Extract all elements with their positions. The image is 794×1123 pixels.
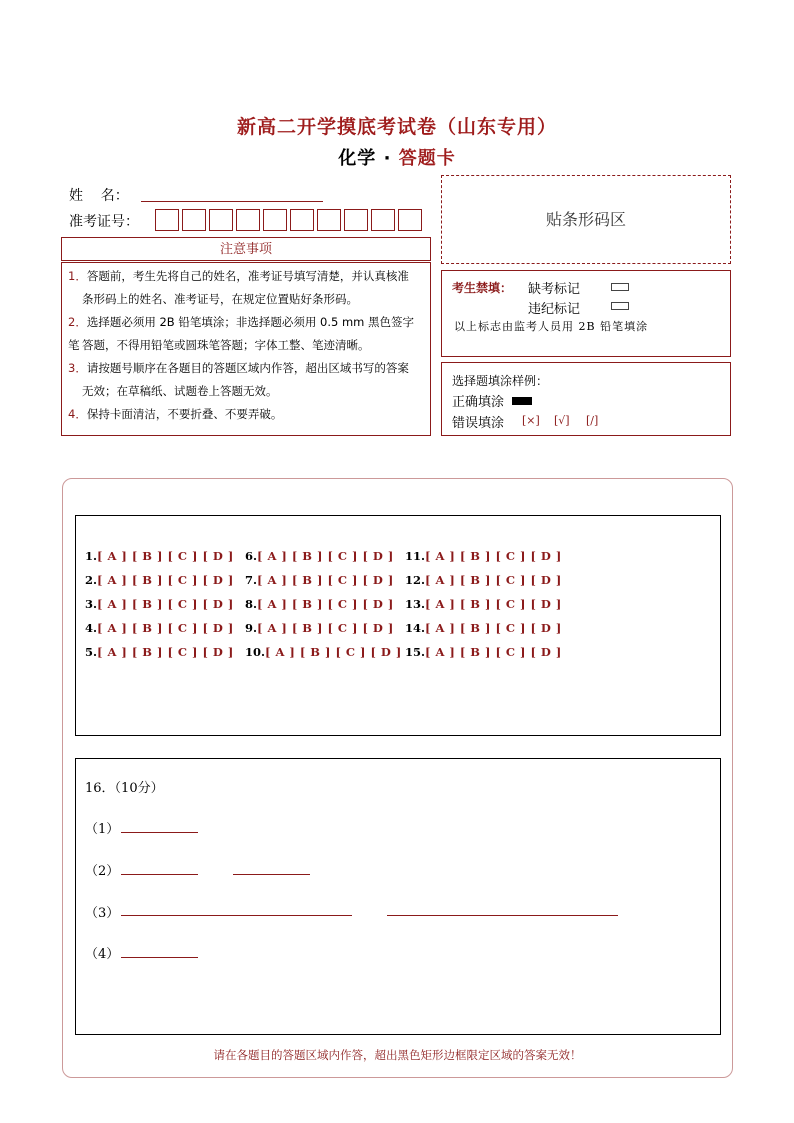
id-digit-box[interactable] [371, 209, 395, 231]
answer-line[interactable] [121, 957, 198, 958]
absent-label: 缺考标记 [528, 282, 581, 297]
id-digit-box[interactable] [398, 209, 422, 231]
part-label: （1） [85, 822, 120, 837]
id-digit-box[interactable] [263, 209, 287, 231]
barcode-area [441, 175, 731, 264]
choice-question[interactable]: 2.[ A ] [ B ] [ C ] [ D ] [85, 573, 234, 587]
choice-question[interactable]: 1.[ A ] [ B ] [ C ] [ D ] [85, 549, 234, 563]
subtitle-separator: · [383, 148, 392, 169]
wrong-mark-x: [×] [522, 414, 540, 427]
id-digit-box[interactable] [155, 209, 179, 231]
forbidden-label: 考生禁填： [452, 281, 513, 295]
exam-title: 新高二开学摸底考试卷（山东专用） [236, 116, 557, 138]
notice-item: 无效；在草稿纸、试题卷上答题无效。 [82, 384, 278, 398]
notice-box [61, 262, 431, 436]
part-label: （4） [85, 947, 120, 962]
choice-question[interactable]: 8.[ A ] [ B ] [ C ] [ D ] [245, 597, 394, 611]
answer-line[interactable] [121, 915, 352, 916]
notice-item: 3．请按题号顺序在各题目的答题区域内作答，超出区域书写的答案 [68, 361, 409, 375]
answer-line[interactable] [387, 915, 618, 916]
name-label: 姓 名： [69, 188, 129, 204]
id-digit-box[interactable] [236, 209, 260, 231]
fill-sample-box [441, 362, 731, 436]
choice-question[interactable]: 14.[ A ] [ B ] [ C ] [ D ] [405, 621, 562, 635]
answer-line[interactable] [233, 874, 310, 875]
choice-question[interactable]: 10.[ A ] [ B ] [ C ] [ D ] [245, 645, 402, 659]
choice-question[interactable]: 13.[ A ] [ B ] [ C ] [ D ] [405, 597, 562, 611]
wrong-mark-check: [√] [554, 414, 570, 427]
name-field[interactable] [141, 201, 323, 202]
violation-label: 违纪标记 [528, 302, 581, 317]
question-16-box [75, 758, 721, 1035]
notice-heading: 注意事项 [61, 237, 431, 261]
choice-question[interactable]: 9.[ A ] [ B ] [ C ] [ D ] [245, 621, 394, 635]
notice-item: 答题，不得用铅笔或圆珠笔答题；字体工整、笔迹清晰。 [82, 338, 370, 352]
notice-item: 4．保持卡面清洁，不要折叠、不要弄破。 [68, 407, 283, 421]
sample-title: 选择题填涂样例： [452, 374, 549, 388]
card-subtitle [0, 144, 794, 170]
footer-warning: 请在各题目的答题区域内作答，超出黑色矩形边框限定区域的答案无效！ [213, 1048, 582, 1062]
choice-question[interactable]: 15.[ A ] [ B ] [ C ] [ D ] [405, 645, 562, 659]
part-label: （2） [85, 864, 120, 879]
notice-item: 条形码上的姓名、准考证号，在规定位置贴好条形码。 [82, 292, 358, 306]
question-16-title: 16．（10分） [85, 781, 164, 796]
exam-id-label: 准考证号： [69, 214, 139, 230]
forbidden-box [441, 270, 731, 357]
choice-question[interactable]: 3.[ A ] [ B ] [ C ] [ D ] [85, 597, 234, 611]
answer-card-label: 答题卡 [398, 148, 456, 169]
id-digit-box[interactable] [344, 209, 368, 231]
id-digit-box[interactable] [290, 209, 314, 231]
notice-item: 2．选择题必须用 2B 铅笔填涂；非选择题必须用 0.5 mm 黑色签字笔 [68, 315, 415, 352]
barcode-label: 贴条形码区 [545, 210, 626, 229]
choice-question[interactable]: 12.[ A ] [ B ] [ C ] [ D ] [405, 573, 562, 587]
notice-item: 1．答题前，考生先将自己的姓名，准考证号填写清楚，并认真核准 [68, 269, 409, 283]
absent-mark-box[interactable] [611, 283, 629, 291]
forbidden-note: 以上标志由监考人员用 2B 铅笔填涂 [454, 320, 649, 333]
answer-line[interactable] [121, 874, 198, 875]
correct-fill-label: 正确填涂 [452, 395, 505, 410]
wrong-fill-label: 错误填涂 [452, 416, 505, 431]
subject-label: 化学 [338, 148, 377, 169]
id-digit-box[interactable] [209, 209, 233, 231]
correct-fill-mark [512, 397, 532, 405]
choice-question[interactable]: 5.[ A ] [ B ] [ C ] [ D ] [85, 645, 234, 659]
id-digit-box[interactable] [317, 209, 341, 231]
choice-question[interactable]: 7.[ A ] [ B ] [ C ] [ D ] [245, 573, 394, 587]
choice-question[interactable]: 6.[ A ] [ B ] [ C ] [ D ] [245, 549, 394, 563]
violation-mark-box[interactable] [611, 302, 629, 310]
id-digit-box[interactable] [182, 209, 206, 231]
answer-line[interactable] [121, 832, 198, 833]
part-label: （3） [85, 906, 120, 921]
wrong-mark-slash: [/] [586, 414, 599, 427]
choice-question[interactable]: 11.[ A ] [ B ] [ C ] [ D ] [405, 549, 562, 563]
choice-question[interactable]: 4.[ A ] [ B ] [ C ] [ D ] [85, 621, 234, 635]
